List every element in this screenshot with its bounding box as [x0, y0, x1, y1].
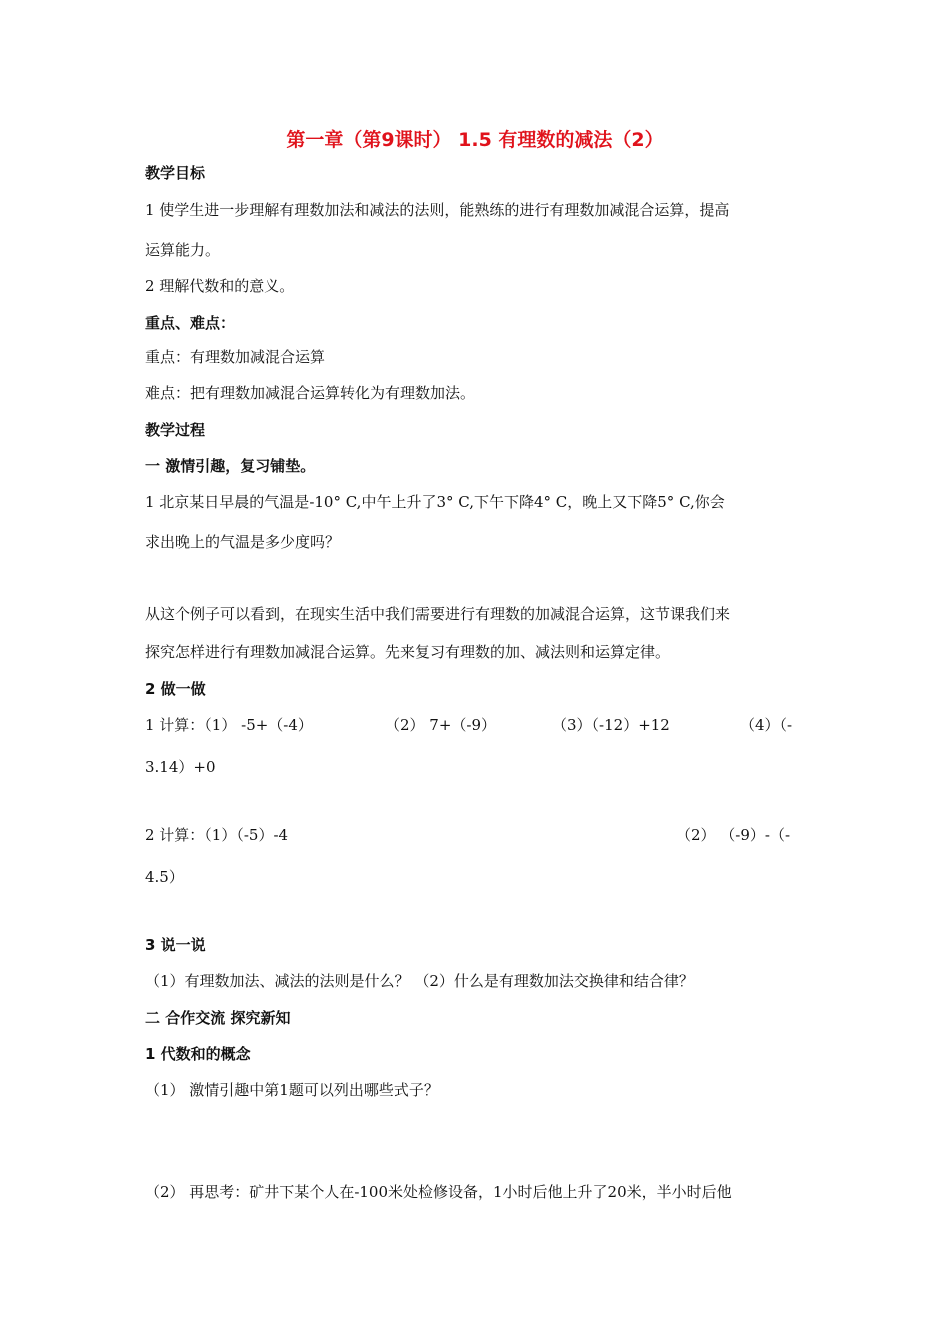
concept-question-2: （2） 再思考：矿井下某个人在-100米处检修设备，1小时后他上升了20米，半小时后他: [145, 1183, 732, 1201]
calc-1-continuation: 3.14）+0: [145, 758, 216, 776]
concept-heading: 1 代数和的概念: [145, 1045, 251, 1063]
goal-1-line-1: 1 使学生进一步理解有理数加法和减法的法则，能熟练的进行有理数加减混合运算，提高: [145, 201, 730, 219]
key-points-heading: 重点、难点：: [145, 314, 236, 332]
calc-1-item-a: 1 计算：（1） -5+（-4）: [145, 716, 313, 734]
calc-2-continuation: 4.5）: [145, 868, 184, 886]
calc-1-item-d: （4）（-: [740, 716, 793, 734]
say-heading: 3 说一说: [145, 936, 206, 954]
intro-line-2: 探究怎样进行有理数加减混合运算。先来复习有理数的加、减法则和运算定律。: [145, 643, 671, 661]
calc-1-item-b: （2） 7+（-9）: [385, 716, 497, 734]
calc-1-item-c: （3）（-12）+12: [552, 716, 670, 734]
goal-2: 2 理解代数和的意义。: [145, 277, 295, 295]
concept-question-1: （1） 激情引趣中第1题可以列出哪些式子？: [145, 1081, 439, 1099]
do-heading: 2 做一做: [145, 680, 206, 698]
process-heading: 教学过程: [145, 421, 206, 439]
key-point: 重点：有理数加减混合运算: [145, 348, 326, 366]
question-1-line-1: 1 北京某日早晨的气温是-10° C,中午上升了3° C,下午下降4° C，晚上又下降5° C,你会: [145, 493, 725, 511]
question-1-line-2: 求出晚上的气温是多少度吗？: [145, 533, 341, 551]
part-2-heading: 二 合作交流 探究新知: [145, 1009, 291, 1027]
calc-2-item-a: 2 计算：（1）（-5）-4: [145, 826, 289, 844]
goal-1-line-2: 运算能力。: [145, 241, 221, 259]
intro-line-1: 从这个例子可以看到，在现实生活中我们需要进行有理数的加减混合运算，这节课我们来: [145, 605, 731, 623]
page-title: 第一章（第9课时） 1.5 有理数的减法（2）: [286, 129, 664, 151]
say-questions: （1）有理数加法、减法的法则是什么？ （2）什么是有理数加法交换律和结合律？: [145, 972, 694, 990]
calc-2-item-b: （2） （-9）-（-: [676, 826, 791, 844]
difficult-point: 难点：把有理数加减混合运算转化为有理数加法。: [145, 384, 476, 402]
goals-heading: 教学目标: [145, 164, 206, 182]
part-1-heading: 一 激情引趣，复习铺垫。: [145, 457, 316, 475]
